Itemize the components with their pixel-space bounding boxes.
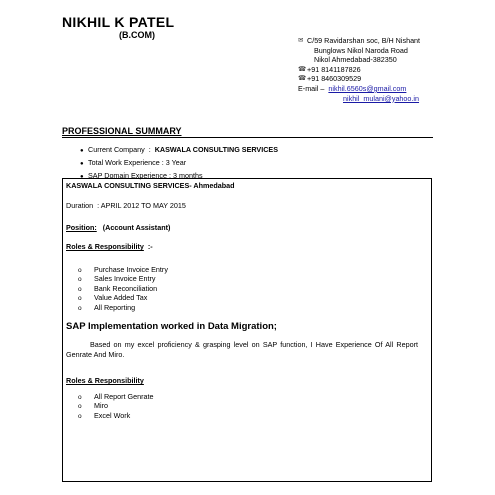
email-link-2[interactable]: nikhil_mulani@yahoo.in	[343, 93, 420, 103]
list-item: o Excel Work	[78, 410, 131, 420]
open-circle-icon: o	[78, 394, 82, 401]
summary-item-company: ● Current Company : KASWALA CONSULTING SERVICES	[80, 144, 278, 157]
contact-block	[298, 36, 420, 103]
duration: Duration : APRIL 2012 TO MAY 2015	[66, 201, 186, 210]
open-circle-icon: o	[78, 412, 82, 420]
address-line-2: Bunglows Nikol Naroda Road	[314, 45, 408, 55]
telephone-icon: ☎	[298, 65, 307, 73]
phone-2: +91 8460309529	[307, 74, 362, 84]
open-circle-icon: o	[78, 304, 82, 312]
list-item: o All Reporting	[78, 302, 136, 312]
sap-paragraph: Based on my excel proficiency & grasping level on SAP function, I Have Experience Of All Report Genrate And Miro.	[66, 340, 418, 359]
list-item: o Miro	[78, 401, 108, 411]
sap-roles-list	[78, 393, 154, 421]
list-item: o Bank Reconciliation	[78, 283, 158, 293]
list-item: o Value Added Tax	[78, 293, 148, 303]
open-circle-icon: o	[78, 403, 82, 411]
sap-title: SAP Implementation worked in Data Migration;	[66, 321, 277, 332]
roles-list	[78, 266, 168, 313]
open-circle-icon: o	[78, 267, 82, 274]
email-label: E-mail –	[298, 83, 325, 93]
open-circle-icon: o	[78, 276, 82, 284]
list-item: o Purchase Invoice Entry	[78, 265, 168, 274]
round-bullet-icon: ●	[80, 161, 84, 167]
sap-roles-heading: Roles & Responsibility	[66, 376, 144, 385]
summary-item-experience: ● Total Work Experience : 3 Year	[80, 157, 278, 170]
address-line-1: C/59 Ravidarshan soc, B/H Nishant	[307, 36, 421, 45]
list-item: o All Report Genrate	[78, 392, 154, 401]
candidate-degree: (B.COM)	[119, 30, 155, 40]
round-bullet-icon: ●	[80, 148, 84, 154]
open-circle-icon: o	[78, 285, 82, 293]
roles-heading: Roles & Responsibility :-	[66, 242, 153, 251]
address-line-3: Nikol Ahmedabad-382350	[314, 55, 397, 65]
round-bullet-icon: ●	[80, 174, 84, 180]
envelope-icon: ✉	[298, 37, 304, 44]
phone-1: +91 8141187826	[307, 64, 361, 74]
professional-summary-title: PROFESSIONAL SUMMARY	[62, 126, 182, 136]
summary-item-sap: ● SAP Domain Experience : 3 months	[80, 170, 278, 183]
telephone-icon: ☎	[298, 75, 307, 83]
email-link-1[interactable]: nikhil.6560s@gmail.com	[328, 83, 407, 93]
section-divider	[62, 137, 433, 138]
open-circle-icon: o	[78, 295, 82, 303]
list-item: o Sales Invoice Entry	[78, 274, 156, 284]
candidate-name: NIKHIL K PATEL	[62, 14, 175, 30]
position: Position: (Account Assistant)	[66, 223, 171, 232]
company-heading: KASWALA CONSULTING SERVICES- Ahmedabad	[66, 181, 235, 190]
